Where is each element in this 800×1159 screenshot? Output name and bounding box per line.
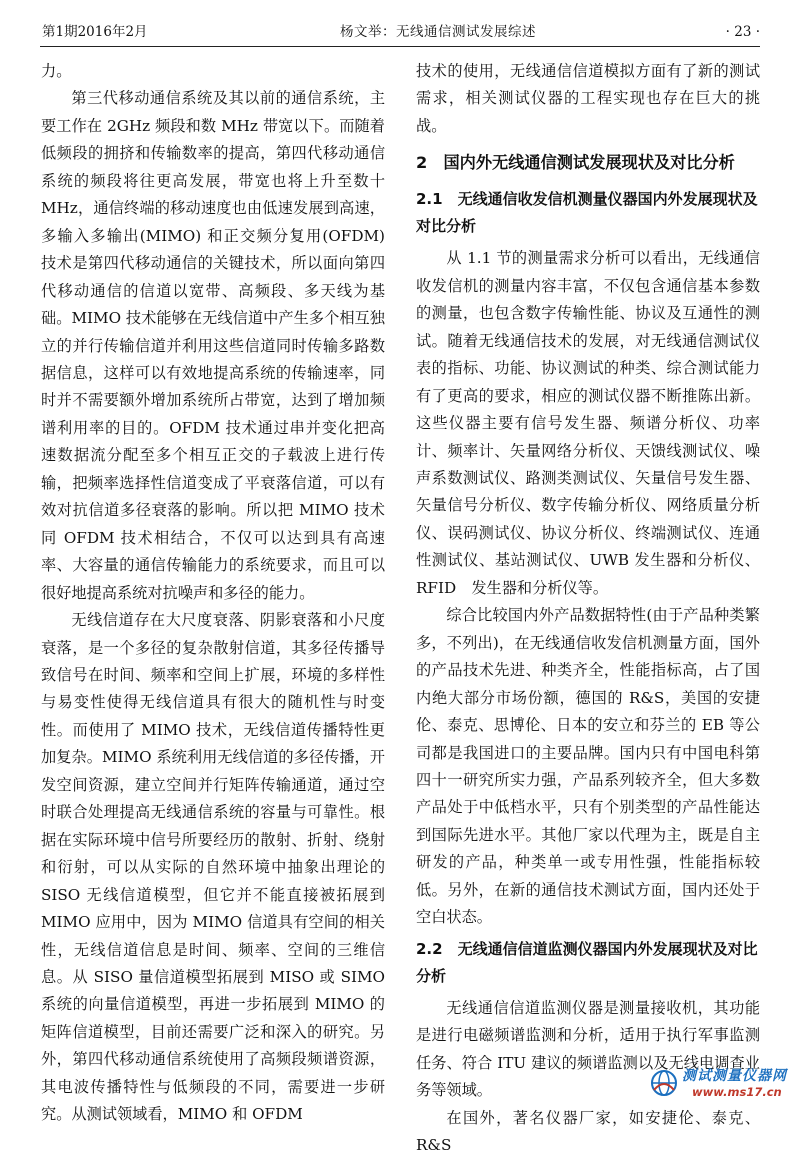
- watermark-site-name: 测试测量仪器网: [682, 1065, 787, 1085]
- watermark-url: www.ms17.cn: [692, 1085, 782, 1099]
- body-paragraph: 无线通信信道监测仪器是测量接收机，其功能是进行电磁频谱监测和分析，适用于执行军事监测任务、符合 ITU 建议的频谱监测以及无线电调查业务等领域。: [416, 995, 760, 1105]
- page-number: · 23 ·: [726, 22, 760, 42]
- body-paragraph: 从 1.1 节的测量需求分析可以看出，无线通信收发信机的测量内容丰富，不仅包含通信基本参数的测量，也包含数字传输性能、协议及互通性的测试。随着无线通信技术的发展，对无线通信测试仪表的指标、功能、协议测试的种类、综合测试能力有了更高的要求，相应的测试仪器不断推陈出新。这些仪器主要有信号发生器、频谱分析仪、功率计、频率计、矢量网络分析仪、天馈线测试仪、噪声系数测试仪、路测类测试仪、矢量信号发生器、矢量信号分析仪、数字传输分析仪、网络质量分析仪、误码测试仪、协议分析仪、终端测试仪、连通性测试仪、基站测试仪、UWB 发生器和分析仪、RFID 发生器和分析仪等。: [416, 245, 760, 602]
- body-paragraph: 综合比较国内外产品数据特性(由于产品种类繁多，不列出)，在无线通信收发信机测量方面，国外的产品技术先进、种类齐全，性能指标高，占了国内绝大部分市场份额，德国的 R&S，美国的安捷伦、泰克、思博伦、日本的安立和芬兰的 EB 等公司都是我国进口的主要品牌。国内只有中国电科第四十一研究所实力强，产品系列较齐全，但大多数产品处于中低档水平，只有个别类型的产品性能达到国际先进水平。其他厂家以代理为主，既是自主研发的产品，种类单一或专用性强，性能指标较低。另外，在新的通信技术测试方面，国内还处于空白状态。: [416, 602, 760, 931]
- body-paragraph: 在国外，著名仪器厂家，如安捷伦、泰克、R&S: [416, 1105, 760, 1159]
- body-paragraph: 技术的使用，无线通信信道模拟方面有了新的测试需求，相关测试仪器的工程实现也存在巨大的挑战。: [416, 58, 760, 140]
- body-paragraph: 第三代移动通信系统及其以前的通信系统，主要工作在 2GHz 频段和数 MHz 带宽以下。而随着低频段的拥挤和传输数率的提高，第四代移动通信系统的频段将往更高发展，带宽也将上升至数十 MHz，通信终端的移动速度也由低速发展到高速，多输入多输出(MIMO) 和正交频分复用(OFDM) 技术是第四代移动通信的关键技术，所以面向第四代移动通信的信道以宽带、高频段、多天线为基础。MIMO 技术能够在无线信道中产生多个相互独立的并行传输信道并利用这些信道同时传输多路数据信息，这样可以有效地提高系统的传输速率，同时并不需要额外增加系统所占带宽，达到了增加频谱利用率的目的。OFDM 技术通过串并变化把高速数据流分配至多个相互正交的子载波上进行传输，把频率选择性信道变成了平衰落信道，可以有效对抗信道多径衰落的影响。所以把 MIMO 技术同 OFDM 技术相结合，不仅可以达到具有高速率、大容量的通信传输能力的系统要求，而且可以很好地提高系统对抗噪声和多径的能力。: [41, 85, 385, 607]
- issue-date: 第1期2016年2月: [42, 22, 148, 42]
- site-watermark: [650, 1063, 790, 1107]
- body-paragraph: 无线信道存在大尺度衰落、阴影衰落和小尺度衰落，是一个多径的复杂散射信道，其多径传播导致信号在时间、频率和空间上扩展，环境的多样性与易变性使得无线信道具有很大的随机性与时变性。而使用了 MIMO 技术，无线信道传播特性更加复杂。MIMO 系统利用无线信道的多径传播，开发空间资源，建立空间并行矩阵传输通道，通过空时联合处理提高无线通信系统的容量与可靠性。根据在实际环境中信号所要经历的散射、折射、绕射和衍射，可以从实际的自然环境中抽象出理论的 SISO 无线信道模型，但它并不能直接被拓展到 MIMO 应用中，因为 MIMO 信道具有空间的相关性，无线信道信息是时间、频率、空间的三维信息。从 SISO 量信道模型拓展到 MISO 或 SIMO 系统的向量信道模型，再进一步拓展到 MIMO 的矩阵信道模型，目前还需要广泛和深入的研究。另外，第四代移动通信系统使用了高频段频谱资源，其电波传播特性与低频段的不同，需要进一步研究。从测试领域看，MIMO 和 OFDM: [41, 607, 385, 1129]
- globe-logo-icon: [650, 1069, 678, 1097]
- running-header: [40, 22, 760, 47]
- subsection-heading: 2.2 无线通信信道监测仪器国内外发展现状及对比分析: [416, 936, 760, 990]
- left-column: [41, 58, 385, 1129]
- subsection-heading: 2.1 无线通信收发信机测量仪器国内外发展现状及对比分析: [416, 186, 760, 240]
- section-heading: 2 国内外无线通信测试发展现状及对比分析: [416, 149, 760, 177]
- running-title: 杨文举：无线通信测试发展综述: [340, 22, 536, 42]
- right-column: [416, 58, 760, 1159]
- body-paragraph: 力。: [41, 58, 385, 85]
